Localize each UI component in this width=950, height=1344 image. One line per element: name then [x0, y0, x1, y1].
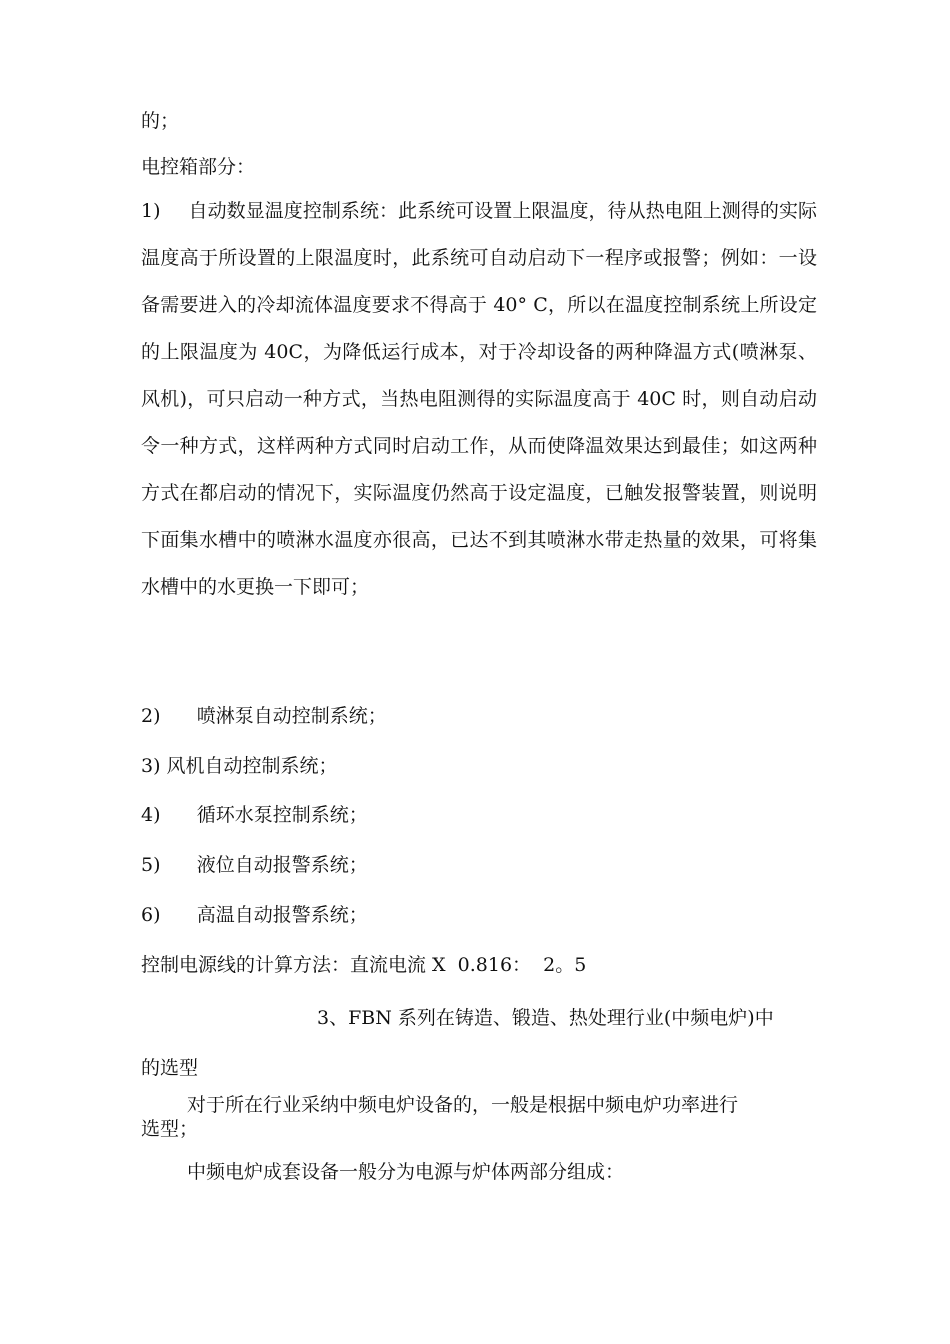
text-line-continuation: 的；	[141, 110, 180, 132]
list-item-text: 自动数显温度控制系统：此系统可设置上限温度，待从热电阻上测得的实际温度高于所设置的上限温度时，此系统可自动启动下一程序或报警；例如：一设备需要进入的冷却流体温度要求不得高于 40° C，所以在温度控制系统上所设定的上限温度为 40C，为降低运行成本，对于冷却设备的两种降温方式(喷淋泵、风机)，可只启动一种方式，当热电阻测得的实际温度高于 40C 时，则自动启动令一种方式，这样两种方式同时启动工作，从而使降温效果达到最佳；如这两种方式在都启动的情况下，实际温度仍然高于设定温度，已触发报警装置，则说明下面集水槽中的喷淋水温度亦很高，已达不到其喷淋水带走热量的效果，可将集水槽中的水更换一下即可；	[141, 200, 817, 598]
list-item-3: 3) 风机自动控制系统；	[141, 755, 338, 777]
list-item-1	[141, 188, 817, 611]
list-item-6: 6) 高温自动报警系统；	[141, 904, 368, 926]
formula-line: 控制电源线的计算方法：直流电流 X 0.816： 2。5	[141, 954, 587, 976]
list-item-2: 2) 喷淋泵自动控制系统；	[141, 705, 387, 727]
paragraph-2: 中频电炉成套设备一般分为电源与炉体两部分组成：	[187, 1161, 625, 1183]
list-item-number: 1)	[141, 200, 161, 222]
paragraph-1-line-2: 选型；	[141, 1118, 199, 1140]
paragraph-1-line-1: 对于所在行业采纳中频电炉设备的，一般是根据中频电炉功率进行	[187, 1094, 739, 1116]
section-title: 电控箱部分：	[141, 156, 256, 178]
list-item-5: 5) 液位自动报警系统；	[141, 854, 368, 876]
list-item-4: 4) 循环水泵控制系统；	[141, 804, 368, 826]
section-heading-3-continued: 的选型	[141, 1057, 199, 1079]
section-heading-3: 3、FBN 系列在铸造、锻造、热处理行业(中频电炉)中	[317, 1007, 774, 1029]
